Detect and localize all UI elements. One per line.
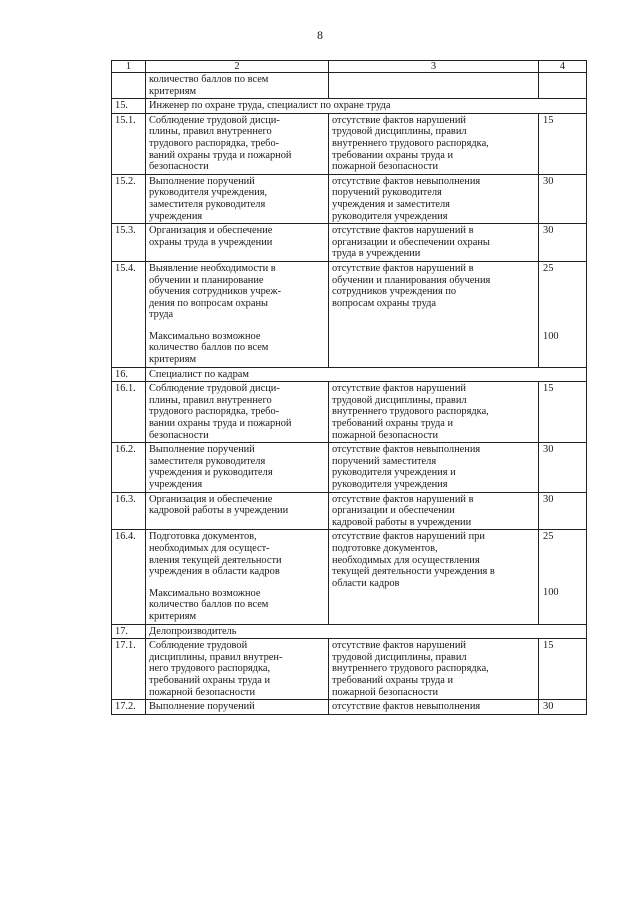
section-number: 17. [112, 624, 146, 639]
indicator-text: отсутствие фактов нарушений в организации и обеспечении кадровой работы в учреждении [329, 492, 539, 530]
criterion-text: Подготовка документов, необходимых для осущест- вления текущей деятельности учреждения в области кадров [149, 531, 282, 578]
section-title: Делопроизводитель [146, 624, 587, 639]
criterion-text: Соблюдение трудовой дисци- плины, правил внутреннего трудового распорядка, требо- вании охраны труда и пожарной безопасности [149, 383, 292, 441]
criterion-text: Организация и обеспечение кадровой работы в учреждении [149, 493, 289, 517]
criterion-text: Соблюдение трудовой дисциплины, правил внутрен- него трудового распорядка, требований охраны труда и пожарной безопасности [149, 640, 283, 698]
max-score-label: Максимально возможное количество баллов по всем критериям [149, 587, 269, 622]
indicator-text: отсутствие фактов нарушений трудовой дисциплины, правил внутреннего трудового распорядка, требований охраны труда и пожарной безопасности [329, 639, 539, 700]
points-cell [539, 639, 587, 700]
indicator-text: отсутствие фактов нарушений в организации и обеспечении охраны труда в учреждении [329, 224, 539, 262]
points-cell [539, 113, 587, 174]
criterion-text: Выполнение поручений руководителя учреждения, заместителя руководителя учреждения [149, 175, 268, 222]
points-value: 30 [543, 701, 554, 713]
points-value: 30 [543, 444, 554, 456]
indicator-text: отсутствие фактов невыполнения поручений заместителя руководителя учреждения и руководителя учреждения [329, 443, 539, 492]
indicator-text: отсутствие фактов нарушений при подготовке документов, необходимых для осуществления текущей деятельности учреждения в области кадров [329, 530, 539, 624]
criterion-number: 16.1. [112, 382, 146, 443]
indicator-text: отсутствие фактов невыполнения [329, 700, 539, 715]
indicator-text: отсутствие фактов нарушений трудовой дисциплины, правил внутреннего трудового распорядка, требований охраны труда и пожарной безопасности [329, 382, 539, 443]
points-cell [539, 382, 587, 443]
criterion-row [112, 261, 587, 367]
criterion-number: 15.4. [112, 261, 146, 367]
criterion-text: Организация и обеспечение охраны труда в учреждении [149, 225, 273, 248]
criterion-number: 16.4. [112, 530, 146, 624]
section-row [112, 99, 587, 114]
continued-criterion: количество баллов по всем критериям [146, 73, 329, 99]
continued-row [112, 73, 587, 99]
criterion-number: 16.3. [112, 492, 146, 530]
criterion-row [112, 113, 587, 174]
indicator-text: отсутствие фактов нарушений в обучении и планирования обучения сотрудников учреждения по вопросам охраны труда [329, 261, 539, 367]
section-number: 16. [112, 367, 146, 382]
section-title: Инженер по охране труда, специалист по охране труда [146, 99, 587, 114]
criterion-row [112, 492, 587, 530]
criterion-text: Соблюдение трудовой дисци- плины, правил внутреннего трудового распорядка, требо- ваний охраны труда и пожарной безопасности [149, 114, 292, 173]
page-number: 8 [317, 28, 323, 42]
table-header-row [112, 61, 587, 73]
points-cell [539, 700, 587, 715]
criterion-row [112, 530, 587, 624]
criterion-number: 15.2. [112, 174, 146, 223]
criterion-text: Выполнение поручений [149, 701, 255, 713]
points-value: 15 [543, 640, 554, 652]
criterion-cell [146, 639, 329, 700]
criterion-row [112, 639, 587, 700]
criterion-cell [146, 261, 329, 367]
section-row [112, 624, 587, 639]
points-cell [539, 261, 587, 367]
criterion-cell [146, 700, 329, 715]
criterion-text: Выявление необходимости в обучении и планирование обучения сотрудников учреж- дения по вопросам охраны труда [149, 262, 282, 321]
max-score-value: 100 [543, 586, 559, 598]
indicator-text: отсутствие фактов нарушений трудовой дисциплины, правил внутреннего трудового распорядка, требовании охраны труда и пожарной безопасности [329, 113, 539, 174]
max-score-label: Максимально возможное количество баллов по всем критериям [149, 330, 269, 366]
criterion-number: 17.1. [112, 639, 146, 700]
criterion-number: 16.2. [112, 443, 146, 492]
criterion-cell [146, 224, 329, 262]
criterion-row [112, 174, 587, 223]
header-col-2: 2 [146, 61, 329, 73]
criterion-cell [146, 492, 329, 530]
indicator-text: отсутствие фактов невыполнения поручений руководителя учреждения и заместителя руководителя учреждения [329, 174, 539, 223]
points-value: 30 [543, 493, 554, 505]
criterion-row [112, 443, 587, 492]
points-cell [539, 174, 587, 223]
criterion-number: 15.1. [112, 113, 146, 174]
points-value: 30 [543, 175, 554, 187]
points-cell [539, 224, 587, 262]
header-col-3: 3 [329, 61, 539, 73]
criterion-row [112, 224, 587, 262]
criterion-number: 17.2. [112, 700, 146, 715]
section-number: 15. [112, 99, 146, 114]
header-col-4: 4 [539, 61, 587, 73]
criterion-cell [146, 382, 329, 443]
header-col-1: 1 [112, 61, 146, 73]
criterion-number: 15.3. [112, 224, 146, 262]
criterion-row [112, 382, 587, 443]
points-value: 15 [543, 114, 554, 126]
criterion-text: Выполнение поручений заместителя руководителя учреждения и руководителя учреждения [149, 444, 273, 490]
points-cell [539, 530, 587, 624]
criterion-cell [146, 113, 329, 174]
points-value: 15 [543, 383, 554, 395]
criterion-cell [146, 530, 329, 624]
criterion-cell [146, 443, 329, 492]
section-row [112, 367, 587, 382]
criterion-cell [146, 174, 329, 223]
points-cell [539, 443, 587, 492]
criteria-table [111, 60, 587, 715]
criterion-row [112, 700, 587, 715]
points-value: 25 [543, 262, 554, 274]
points-value: 30 [543, 225, 554, 237]
section-title: Специалист по кадрам [146, 367, 587, 382]
points-cell [539, 492, 587, 530]
max-score-value: 100 [543, 330, 559, 342]
points-value: 25 [543, 531, 554, 543]
